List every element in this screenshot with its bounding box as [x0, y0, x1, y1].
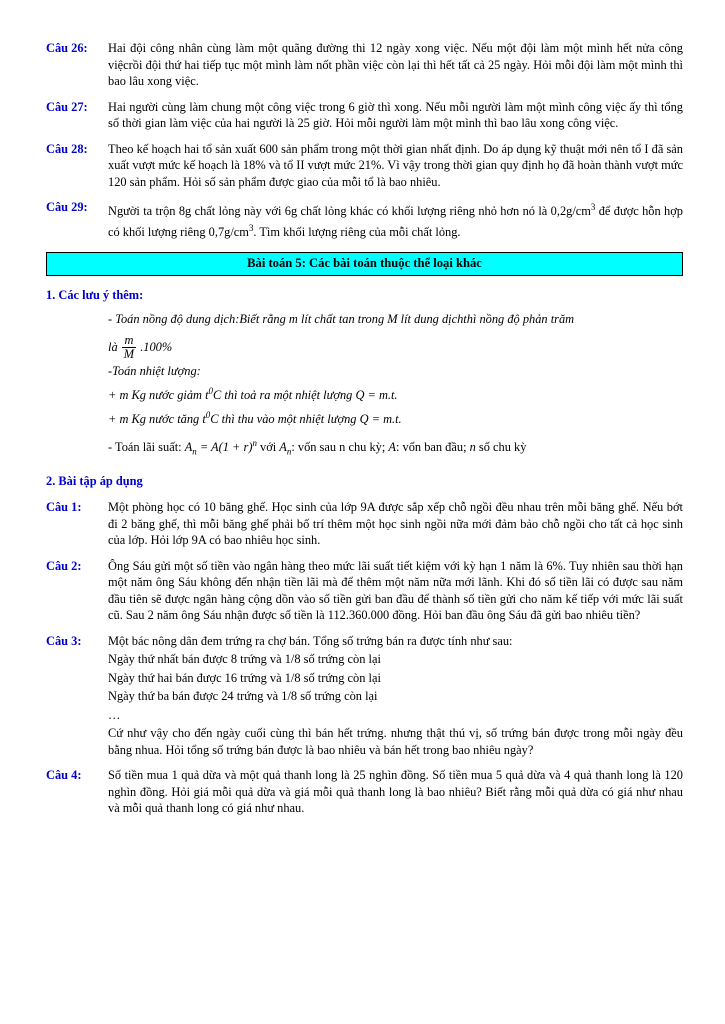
question-row — [46, 99, 683, 132]
note-line-5 — [108, 407, 683, 428]
note-line6-f: : vốn ban đầu; — [395, 439, 470, 454]
question-text: Số tiền mua 1 quả dừa và một quả thanh long là 25 nghìn đồng. Số tiền mua 5 quả dừa và 4 quả thanh long là 120 nghìn đồng. Hỏi giá mỗi quả dừa và giá mỗi quả thanh long là bao nhiêu? Biết rằng mỗi quả dừa có giá như nhau và mỗi quả thanh long có giá như nhau. — [108, 768, 683, 816]
formula-eq: = A — [196, 439, 219, 454]
q29-part2: 0,2g/cm — [550, 204, 591, 219]
note-line5-a: + m Kg nước tăng t — [108, 412, 206, 427]
question-row-3 — [46, 633, 683, 759]
note-line5-b: C thì thu vào một nhiệt lượng Q = m.t. — [210, 412, 402, 427]
question-label: Câu 2: — [46, 558, 82, 573]
fraction-numerator: m — [124, 333, 134, 348]
question-text: Hai đội công nhân cùng làm một quãng đường thi 12 ngày xong việc. Nếu một đội làm một mình hết nửa công việcrồi đội thứ hai tiếp tục một mình làm nốt phần việc còn lại thì hết tất cả 25 ngày. Hỏi mỗi đội làm một mình thì bao lâu xong việc. — [108, 41, 683, 88]
note-line2-suffix: .100% — [140, 340, 173, 355]
question-row — [46, 499, 683, 549]
note-line-1: - Toán nồng độ dung dịch:Biết rằng m lít chất tan trong M lít dung dịchthì nồng độ phản trăm — [108, 312, 575, 327]
question-text: Một phòng học có 10 băng ghế. Học sinh của lớp 9A được sắp xếp chỗ ngồi đều nhau trên mỗi băng ghế. Nếu bớt đi 2 băng ghế, thì mỗi băng ghế phải bố trí thêm một học sinh ngồi nữa mới đảm bảo chỗ ngồi cho tất cả học sinh của lớp. Hỏi lớp 9A có bao nhiêu học sinh. — [108, 500, 683, 548]
question-row-29 — [46, 199, 683, 240]
note-line6-b: với — [256, 439, 280, 454]
note-line6-d: : vốn sau n chu kỳ; — [291, 439, 389, 454]
note-line4-b: C thì toả ra một nhiệt lượng Q = m.t. — [213, 388, 398, 403]
q3-line-2: Ngày thứ nhất bán được 8 trứng và 1/8 số trứng còn lại — [108, 652, 381, 667]
q29-part4: . Tìm khối lượng riêng của mỗi chất lỏng. — [253, 224, 461, 239]
section1-title: 1. Các lưu ý thêm: — [46, 288, 144, 303]
q3-line-5: … — [108, 707, 122, 722]
note-line6-g: n — [469, 439, 476, 454]
note-line-6 — [108, 435, 683, 461]
question-label: Câu 28: — [46, 141, 88, 156]
question-label: Câu 3: — [46, 633, 82, 648]
note-line4-sup: 0 — [208, 386, 213, 397]
question-text: Hai người cùng làm chung một công việc trong 6 giờ thì xong. Nếu mỗi người làm một mình công việc ấy thì tổng số thời gian làm việc của hai người là 25 giờ. Hỏi mỗi người làm một mình thì bao lâu xong công việc. — [108, 99, 683, 130]
note-line5-sup: 0 — [205, 410, 211, 421]
question-label: Câu 27: — [46, 99, 88, 114]
section2-title: 2. Bài tập áp dụng — [46, 474, 143, 489]
question-row-4 — [46, 767, 683, 817]
q29-sup2: 3 — [248, 222, 254, 233]
q3-line-6: Cứ như vậy cho đến ngày cuối cùng thì bán hết trứng. nhưng thật thú vị, số trứng bán được trong mỗi ngày đều bằng nhua. Hỏi tổng số trứng bán được là bao nhiêu và bán hết trong bao nhiêu ngày? — [108, 726, 683, 757]
q29-part1: Người ta trộn 8g chất lỏng này với 6g chất lỏng khác có khối lượng riêng nhỏ hơn nó là — [108, 204, 548, 219]
question-row — [46, 558, 683, 624]
question-row — [46, 40, 683, 90]
q3-line-1: Một bác nông dân đem trứng ra chợ bán. Tổng số trứng bán ra được tính như sau: — [108, 633, 513, 648]
note-line6-a: - Toán lãi suất: — [108, 439, 185, 454]
q29-part3: để được hỗn hợp có khối lượng riêng 0,7g/cm — [108, 204, 683, 239]
note-line4-a: + m Kg nước giảm t — [108, 388, 209, 403]
fraction-denominator: M — [123, 347, 135, 362]
formula-An-sub: n — [192, 446, 197, 457]
notes-block — [46, 311, 683, 460]
note-line6-c-sub: n — [286, 446, 292, 457]
question-text: Ông Sáu gửi một số tiền vào ngân hàng theo mức lãi suất tiết kiệm với kỳ hạn 1 năm là 6%. Tuy nhiên sau thời hạn một năm ông Sáu không đến nhận tiền lãi mà để thêm một năm nữa mới lãnh. Khi đó số tiền lãi có được sau năm đầu tiên sẽ được ngân hàng cộng dồn vào số tiền gửi ban đầu để thành số tiền gửi cho năm kế tiếp với mức lãi suất cũ. Sau 2 năm ông Sáu nhận được số tiền là 112.360.000 đồng. Hỏi ban đầu ông Sáu đã gửi bao nhiêu tiền? — [108, 558, 683, 623]
formula-sup-n: n — [252, 437, 257, 448]
question-label: Câu 26: — [46, 41, 88, 55]
note-line6-c: A — [279, 439, 287, 454]
note-line-3: -Toán nhiệt lượng: — [108, 364, 201, 379]
note-line6-h: số chu kỳ — [475, 439, 527, 454]
fraction-m-over-M — [122, 334, 136, 361]
note-line-2 — [108, 334, 683, 361]
q3-line-4: Ngày thứ ba bán được 24 trứng và 1/8 số trứng còn lại — [108, 689, 378, 704]
question-text — [108, 199, 683, 240]
note-line6-e: A — [388, 439, 396, 454]
q29-sup1: 3 — [590, 202, 596, 212]
question-label: Câu 29: — [46, 200, 88, 214]
formula-paren: (1 + r) — [218, 439, 253, 454]
q3-line-3: Ngày thứ hai bán được 16 trứng và 1/8 số trứng còn lại — [108, 670, 381, 685]
note-line2-prefix: là — [108, 340, 118, 355]
question-row — [46, 141, 683, 191]
note-line-4 — [108, 383, 683, 404]
question-text: Theo kế hoạch hai tổ sản xuất 600 sản phẩm trong một thời gian nhất định. Do áp dụng kỹ thuật mới nên tổ I đã sản xuất vượt mức kế hoạch là 18% và tổ II vượt mức 21%. Vì vậy trong thời gian quy định họ đã hoàn thành vượt mức 120 sản phẩm. Hỏi số sản phẩm được giao của mỗi tổ là bao nhiêu. — [108, 141, 683, 189]
question-text — [108, 633, 683, 759]
question-label: Câu 4: — [46, 768, 82, 783]
question-label: Câu 1: — [46, 500, 82, 515]
formula-An: A — [184, 439, 193, 454]
section-banner: Bài toán 5: Các bài toán thuộc thể loại khác — [46, 252, 683, 276]
